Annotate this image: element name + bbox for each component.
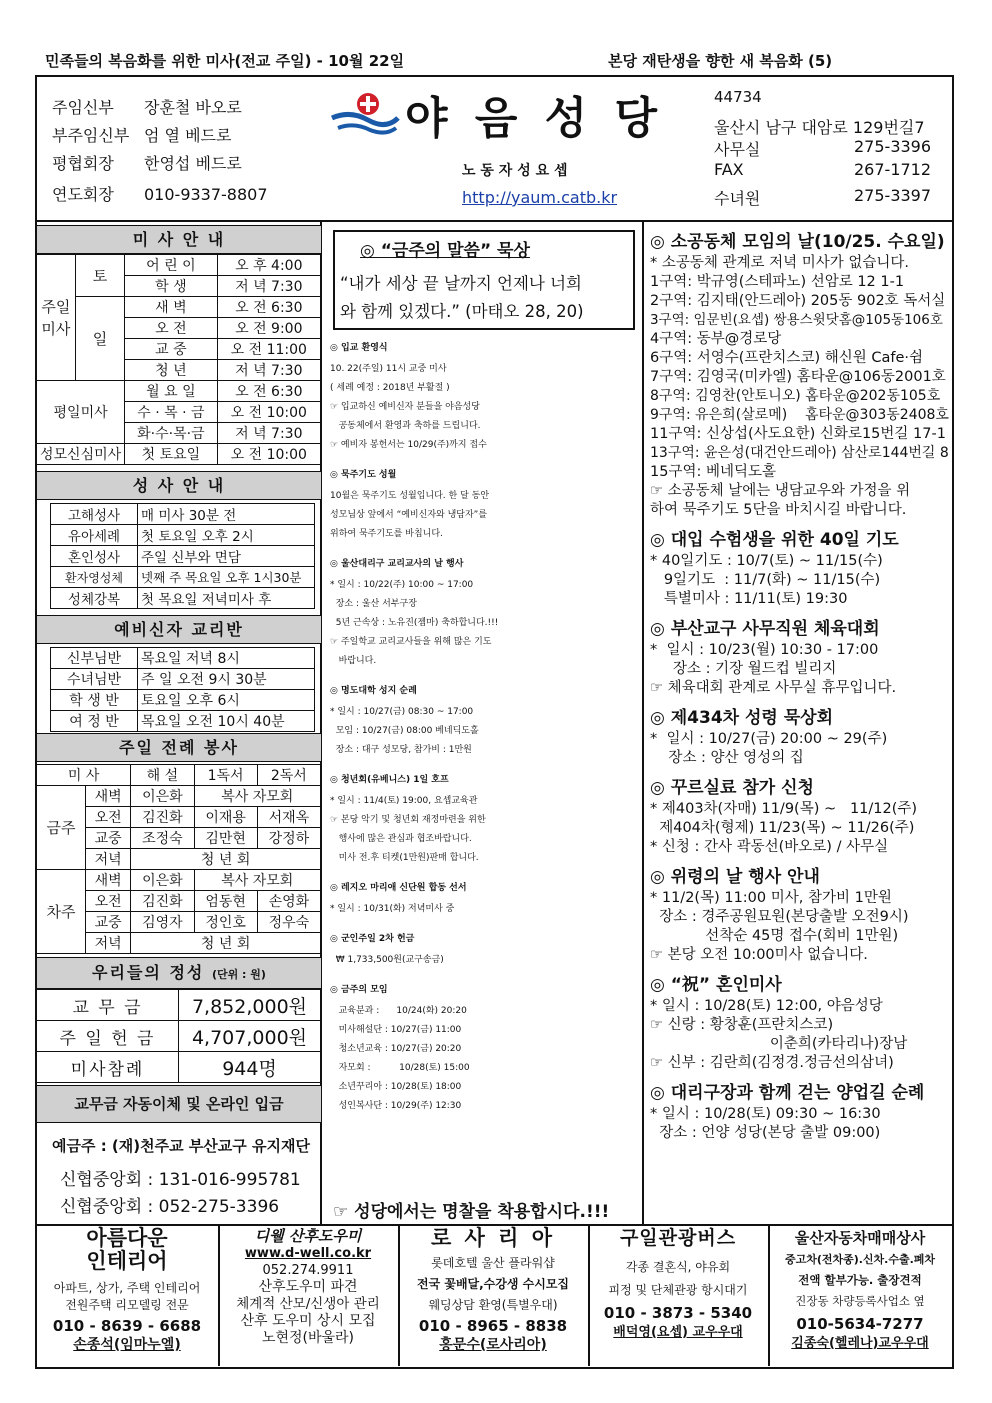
fax-row: FAX 267-1712 bbox=[714, 160, 932, 179]
notice-line: 11구역: 신상섭(사도요한) 신화로15번길 17-1 bbox=[650, 426, 946, 442]
notice-line: 미사 전.후 티켓(1만원)판매 합니다. bbox=[330, 853, 479, 863]
sacrament-table: 고해성사 매 미사 30분 전 유아세례 첫 토요일 오후 2시 혼인성사 주일 신부와 면담 환자영성체 넷째 주 목요일 오후 1시30분 성체강복 첫 목요일 저녁미사 후 bbox=[50, 503, 315, 609]
notice-block bbox=[650, 1081, 950, 1143]
this-week-label: 금주 bbox=[37, 786, 86, 870]
notice-line: * 11/2(목) 11:00 미사, 참가비 1만원 bbox=[650, 890, 892, 906]
notice-line: 4구역: 동부@경로당 bbox=[650, 331, 782, 347]
notice-line: 하여 묵주기도 5단을 바치시길 바랍니다. bbox=[650, 502, 907, 518]
notice-line: ☞ 체육대회 관계로 사무실 휴무입니다. bbox=[650, 680, 897, 696]
mass-section-title: 미 사 안 내 bbox=[36, 225, 322, 254]
notice-title: ◎ 묵주기도 성월 bbox=[330, 470, 397, 480]
sunday-mass-label: 주일미사 bbox=[37, 255, 76, 381]
notice-line: 공동체에서 환영과 축하를 드립니다. bbox=[330, 421, 481, 431]
notice-line: * 일시 : 10/28(토) 12:00, 야음성당 bbox=[650, 998, 883, 1014]
notice-line: 선착순 45명 접수(회비 1만원) bbox=[650, 928, 899, 944]
account-2: 신협중앙회 : 052-275-3396 bbox=[60, 1197, 280, 1217]
notice-title: ◎ 꾸르실료 참가 신청 bbox=[650, 778, 814, 798]
office-phone-row: 사무실 275-3396 bbox=[714, 137, 932, 159]
notice-line: 미사해설단 : 10/27(금) 11:00 bbox=[330, 1025, 462, 1035]
notice-title: ◎ “祝” 혼인미사 bbox=[650, 975, 782, 995]
notice-line: 장소 : 울산 서부구장 bbox=[330, 599, 417, 609]
notice-block bbox=[330, 876, 640, 919]
staff-row-2: 부주임신부 엄 열 베드로 bbox=[52, 126, 232, 145]
weekday-mass-label: 평일미사 bbox=[37, 381, 125, 444]
mass-schedule-table: 주일미사 토 어 린 이 오 후 4:00 학 생 저 녁 7:30 일 새 벽 오 전 6:30 오 전 오 전 9:00 교 중 오 전 11:00 청 년 저 녁 7:30 평일미사 월 요 일 오 전 6:30 수 · 목 · 금 오 전 10:00 화·수·목·금 저 녁 7:30 성모신심미사 첫 토요일 오 전 10:00 bbox=[36, 254, 321, 465]
ad-bus: 구일관광버스 각종 결혼식, 야유회 피정 및 단체관광 항시대기 010 - 3873 - 5340 배덕영(요셉) 교우우대 bbox=[603, 1227, 753, 1340]
notice-line: 장소 : 경주공원묘원(본당출발 오전9시) bbox=[650, 909, 909, 925]
liturgy-section-title: 주일 전례 봉사 bbox=[36, 733, 322, 762]
church-logo-icon bbox=[330, 88, 400, 138]
notice-line: ☞ 본당 오전 10:00미사 없습니다. bbox=[650, 947, 868, 963]
notice-line: * 일시 : 10/28(토) 09:30 ~ 16:30 bbox=[650, 1106, 881, 1122]
notice-title: ◎ 제434차 성령 묵상회 bbox=[650, 708, 834, 728]
header-divider bbox=[35, 220, 952, 222]
notice-line: 소년꾸리아 : 10/28(토) 18:00 bbox=[330, 1082, 462, 1092]
staff-row-1: 주임신부 장훈철 바오로 bbox=[52, 98, 242, 117]
top-right-title: 본당 재탄생을 향한 새 복음화 (5) bbox=[608, 52, 833, 70]
notice-line: * 신청 : 간사 곽동선(바오로) / 사무실 bbox=[650, 839, 889, 855]
notice-line: 6구역: 서영수(프란치스코) 해신원 Cafe·쉼 bbox=[650, 350, 923, 366]
notice-line: 7구역: 김영국(미카엘) 홈타운@106동2001호 bbox=[650, 369, 946, 385]
notice-line: * 일시 : 10/23(월) 10:30 - 17:00 bbox=[650, 642, 879, 658]
notice-line: 성인복사단 : 10/29(주) 12:30 bbox=[330, 1101, 462, 1111]
notice-line: * 일시 : 11/4(토) 19:00, 요셉교육관 bbox=[330, 796, 478, 806]
notice-block bbox=[650, 776, 950, 857]
notice-line: 장소 : 양산 영성의 집 bbox=[650, 750, 804, 766]
ad-postpartum: 디웰 산후도우미 www.d-well.co.kr 052.274.9911 산후도우미 파견 체계적 산모/신생아 관리 산후 도우미 상시 모집 노현정(바울라) bbox=[236, 1227, 380, 1346]
notice-block bbox=[330, 463, 640, 544]
notice-line: ☞ 신랑 : 황창훈(프란치스코) bbox=[650, 1017, 834, 1033]
ad-rosaria: 로 사 리 아 롯데호텔 울산 플라워샵 전국 꽃배달,수강생 수시모집 웨딩상담 환영(특별우대) 010 - 8965 - 8838 홍문수(로사리아) bbox=[416, 1226, 570, 1353]
notice-line: * 일시 : 10/27(금) 08:30 ~ 17:00 bbox=[330, 707, 474, 717]
notice-block bbox=[330, 927, 640, 970]
notice-line: ₩ 1,733,500원(교구송금) bbox=[330, 955, 444, 965]
address: 울산시 남구 대암로 129번길7 bbox=[714, 118, 925, 137]
notice-line: 행사에 많은 관심과 협조바랍니다. bbox=[330, 834, 472, 844]
notice-line: 2구역: 김지태(안드레아) 205동 902호 독서실 bbox=[650, 293, 946, 309]
notice-line: 모임 : 10/27(금) 08:00 베네딕도홀 bbox=[330, 726, 479, 736]
notice-block bbox=[330, 768, 640, 868]
notice-line: ( 세례 예정 : 2018년 부활절 ) bbox=[330, 383, 450, 393]
notice-line: 9일기도 : 11/7(화) ~ 11/15(수) bbox=[650, 572, 881, 588]
heart-mass-label: 성모신심미사 bbox=[37, 444, 125, 465]
notice-title: ◎ 명도대학 성지 순례 bbox=[330, 686, 417, 696]
notice-line: * 제403차(자매) 11/9(목) ~ 11/12(주) bbox=[650, 801, 918, 817]
saturday-label: 토 bbox=[75, 255, 124, 297]
notice-line: ☞ 예비자 봉헌서는 10/29(주)까지 접수 bbox=[330, 440, 487, 450]
notice-line: 10월은 묵주기도 성월입니다. 한 달 동안 bbox=[330, 491, 490, 501]
notice-line: ☞ 소공동체 날에는 냉담교우와 가정을 위 bbox=[650, 483, 911, 499]
notice-title: ◎ 레지오 마리애 신단원 합동 선서 bbox=[330, 883, 467, 893]
notice-line: * 40일기도 : 10/7(토) ~ 11/15(수) bbox=[650, 553, 883, 569]
notice-line: ☞ 주일학교 교리교사들을 위해 많은 기도 bbox=[330, 637, 492, 647]
notice-line: 8구역: 김영찬(안토니오) 홈타운@202동105호 bbox=[650, 388, 941, 404]
notice-line: 청소년교육 : 10/27(금) 20:20 bbox=[330, 1044, 462, 1054]
notice-title: ◎ 금주의 모임 bbox=[330, 985, 388, 995]
account-1: 신협중앙회 : 131-016-995781 bbox=[60, 1170, 301, 1190]
catechumen-section-title: 예비신자 교리반 bbox=[36, 615, 322, 644]
notice-title: ◎ 입교 환영식 bbox=[330, 343, 388, 353]
notice-line: 15구역: 베네딕도홀 bbox=[650, 464, 776, 480]
notice-line: ☞ 입교하신 예비신자 분들을 야음성당 bbox=[330, 402, 480, 412]
notice-block bbox=[330, 679, 640, 760]
notice-line: 3구역: 임문빈(요셉) 쌍용스윗닷홈@105동106호 bbox=[650, 312, 943, 328]
notice-line: 특별미사 : 11/11(토) 19:30 bbox=[650, 591, 848, 607]
church-url-link[interactable]: http://yaum.catb.kr bbox=[462, 188, 618, 207]
notice-line: 9구역: 유은희(살로메) 홈타운@303동2408호 bbox=[650, 407, 949, 423]
offering-table: 교 무 금 7,852,000원 주 일 헌 금 4,707,000원 미사참례 944명 bbox=[36, 989, 321, 1083]
notice-line: * 소공동체 관계로 저녁 미사가 없습니다. bbox=[650, 255, 910, 271]
notice-title: ◎ 대리구장과 함께 걷는 양업길 순례 bbox=[650, 1083, 925, 1103]
notice-line: 장소 : 기장 월드컵 빌리지 bbox=[650, 661, 837, 677]
notice-line: 장소 : 언양 성당(본당 출발 09:00) bbox=[650, 1125, 881, 1141]
staff-row-3: 평협회장 한영섭 베드로 bbox=[52, 154, 242, 173]
notice-line: ☞ 본당 악기 및 청년회 재정마련을 위한 bbox=[330, 815, 486, 825]
postal-code: 44734 bbox=[714, 88, 762, 106]
notice-title: ◎ 부산교구 사무직원 체육대회 bbox=[650, 619, 880, 639]
notice-line: 자모회 : 10/28(토) 15:00 bbox=[330, 1063, 470, 1073]
notice-line: 교육분과 : 10/24(화) 20:20 bbox=[330, 1006, 467, 1016]
sacrament-section-title: 성 사 안 내 bbox=[36, 471, 322, 500]
nuns-phone-row: 수녀원 275-3397 bbox=[714, 186, 932, 208]
right-notices bbox=[650, 230, 950, 1151]
notice-line: * 일시 : 10/27(금) 20:00 ~ 29(주) bbox=[650, 731, 888, 747]
church-name: 야 음 성 당 bbox=[405, 93, 663, 144]
notice-line: * 일시 : 10/31(화) 저녁미사 중 bbox=[330, 904, 455, 914]
notice-line: 10. 22(주일) 11시 교중 미사 bbox=[330, 364, 447, 374]
notice-title: ◎ 위령의 날 행사 안내 bbox=[650, 867, 820, 887]
notice-block bbox=[330, 336, 640, 455]
ad-car-dealer: 울산자동차매매상사 중고차(전차종).신차.수출.폐차 전액 할부가능. 출장견적 진장동 차량등록사업소 옆 010-5634-7277 김종숙(헬레나)교우우대 bbox=[784, 1229, 936, 1351]
notice-block bbox=[650, 617, 950, 698]
account-holder: 예금주 : (재)천주교 부산교구 유지재단 bbox=[52, 1137, 310, 1155]
notice-block bbox=[650, 973, 950, 1073]
notice-line: 바랍니다. bbox=[330, 656, 377, 666]
notice-title: ◎ 군인주일 2차 헌금 bbox=[330, 934, 415, 944]
notice-block bbox=[330, 978, 640, 1116]
transfer-section-title: 교무금 자동이체 및 온라인 입금 bbox=[36, 1085, 322, 1123]
notice-title: ◎ 소공동체 모임의 날(10/25. 수요일) bbox=[650, 232, 945, 252]
notice-line: 성모님상 앞에서 “예비신자와 냉담자”를 bbox=[330, 510, 488, 520]
ad-interior: 아름다운 인테리어 아파트, 상가, 주택 인테리어 전원주택 리모델링 전문 010 - 8639 - 6688 손종석(임마누엘) bbox=[52, 1226, 202, 1353]
weekly-word-line-2: 와 함께 있겠다.” (마태오 28, 20) bbox=[340, 302, 584, 321]
top-left-title: 민족들의 복음화를 위한 미사(전교 주일) - 10월 22일 bbox=[45, 52, 405, 70]
notice-block bbox=[650, 706, 950, 768]
weekly-word-title: ◎ “금주의 말씀” 묵상 bbox=[360, 241, 530, 261]
notice-line: 제404차(형제) 11/23(목) ~ 11/26(주) bbox=[650, 820, 915, 836]
notice-line: * 일시 : 10/22(주) 10:00 ~ 17:00 bbox=[330, 580, 474, 590]
notice-line: 13구역: 윤은성(대건안드레아) 삼산로144번길 8 bbox=[650, 445, 949, 461]
notice-line: 1구역: 박규영(스테파노) 선암로 12 1-1 bbox=[650, 274, 905, 290]
liturgy-table: 미 사 해 설 1독서 2독서 금주 새벽 이은화 복사 자모회 오전 김진화 이재용 서재옥 교중 조정숙 김만현 강정하 저녁 청 년 회 차주 새벽 이은화 복사 자모회 오전 김진화 엄동현 손영화 교중 김영자 정인호 정우숙 저녁 청 년 회 bbox=[36, 764, 321, 954]
name-tag-notice: ☞ 성당에서는 명찰을 착용합시다.!!! bbox=[333, 1202, 610, 1222]
staff-row-4: 연도회장 010-9337-8807 bbox=[52, 185, 268, 204]
notice-line: 장소 : 대구 성모당, 참가비 : 1만원 bbox=[330, 745, 472, 755]
notice-line: ☞ 신부 : 김란희(김정경.정금선의삼녀) bbox=[650, 1055, 894, 1071]
church-patron: 노 동 자 성 요 셉 bbox=[462, 163, 568, 179]
right-column-divider bbox=[642, 220, 644, 1225]
notice-line: 이춘희(카타리나)장남 bbox=[650, 1036, 908, 1052]
catechumen-table: 신부님반 목요일 저녁 8시 수녀님반 주 일 오전 9시 30분 학 생 반 토요일 오후 6시 여 정 반 목요일 오전 10시 40분 bbox=[50, 647, 315, 732]
notice-line: 5년 근속상 : 노유진(젬마) 축하합니다.!!! bbox=[330, 618, 499, 628]
notice-line: 위하여 묵주기도를 바칩니다. bbox=[330, 529, 443, 539]
notice-block bbox=[330, 552, 640, 671]
notice-block bbox=[650, 528, 950, 609]
offering-section-title: 우리들의 정성 (단위 : 원) bbox=[36, 957, 322, 989]
next-week-label: 차주 bbox=[37, 870, 86, 954]
sunday-label: 일 bbox=[75, 297, 124, 381]
weekly-word-line-1: “내가 세상 끝 날까지 언제나 너희 bbox=[340, 274, 582, 293]
middle-notices bbox=[330, 336, 640, 1124]
notice-title: ◎ 대입 수험생을 위한 40일 기도 bbox=[650, 530, 899, 550]
notice-block bbox=[650, 230, 950, 520]
notice-title: ◎ 청년회(유베니스) 1일 호프 bbox=[330, 775, 449, 785]
notice-title: ◎ 울산대리구 교리교사의 날 행사 bbox=[330, 559, 464, 569]
notice-block bbox=[650, 865, 950, 965]
